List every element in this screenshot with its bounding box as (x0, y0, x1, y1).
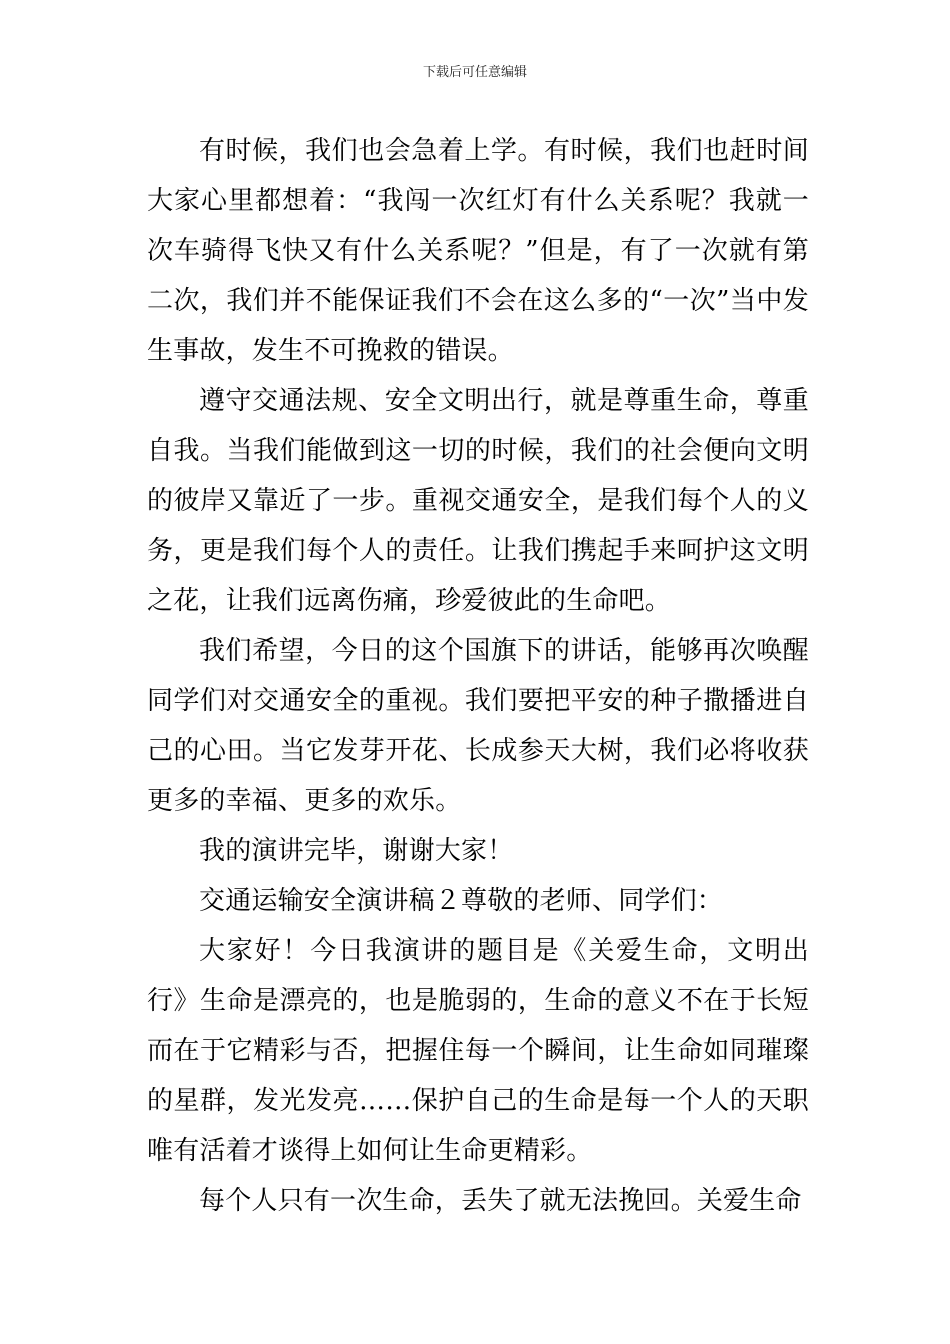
paragraph-4: 我的演讲完毕，谢谢大家！ (199, 836, 514, 866)
paragraph-6: 大家好！今日我演讲的题目是《关爱生命，文明出行》生命是漂亮的，也是脆弱的，生命的意义不在于长短而在于它精彩与否，把握住每一个瞬间，让生命如同璀璨的星群，发光发亮……保护自己的生命是每一个人的天职唯有活着才谈得上如何让生命更精彩。 (147, 936, 809, 1166)
paragraph-1: 有时候，我们也会急着上学。有时候，我们也赶时间大家心里都想着：“我闯一次红灯有什么关系呢？我就一次车骑得飞快又有什么关系呢？”但是，有了一次就有第二次，我们并不能保证我们不会在这么多的“一次”当中发生事故，发生不可挽救的错误。 (147, 136, 809, 366)
page-header: 下载后可任意编辑 (422, 65, 527, 80)
paragraph-2: 遵守交通法规、安全文明出行，就是尊重生命，尊重自我。当我们能做到这一切的时候，我们的社会便向文明的彼岸又靠近了一步。重视交通安全，是我们每个人的义务，更是我们每个人的责任。让我们携起手来呵护这文明之花，让我们远离伤痛，珍爱彼此的生命吧。 (147, 386, 809, 616)
document-body (147, 126, 809, 1226)
paragraph-7: 每个人只有一次生命，丢失了就无法挽回。关爱生命 (199, 1186, 802, 1216)
paragraph-3: 我们希望，今日的这个国旗下的讲话，能够再次唤醒同学们对交通安全的重视。我们要把平安的种子撒播进自己的心田。当它发芽开花、长成参天大树，我们必将收获更多的幸福、更多的欢乐。 (147, 636, 809, 816)
paragraph-5: 交通运输安全演讲稿２尊敬的老师、同学们： (199, 886, 724, 916)
